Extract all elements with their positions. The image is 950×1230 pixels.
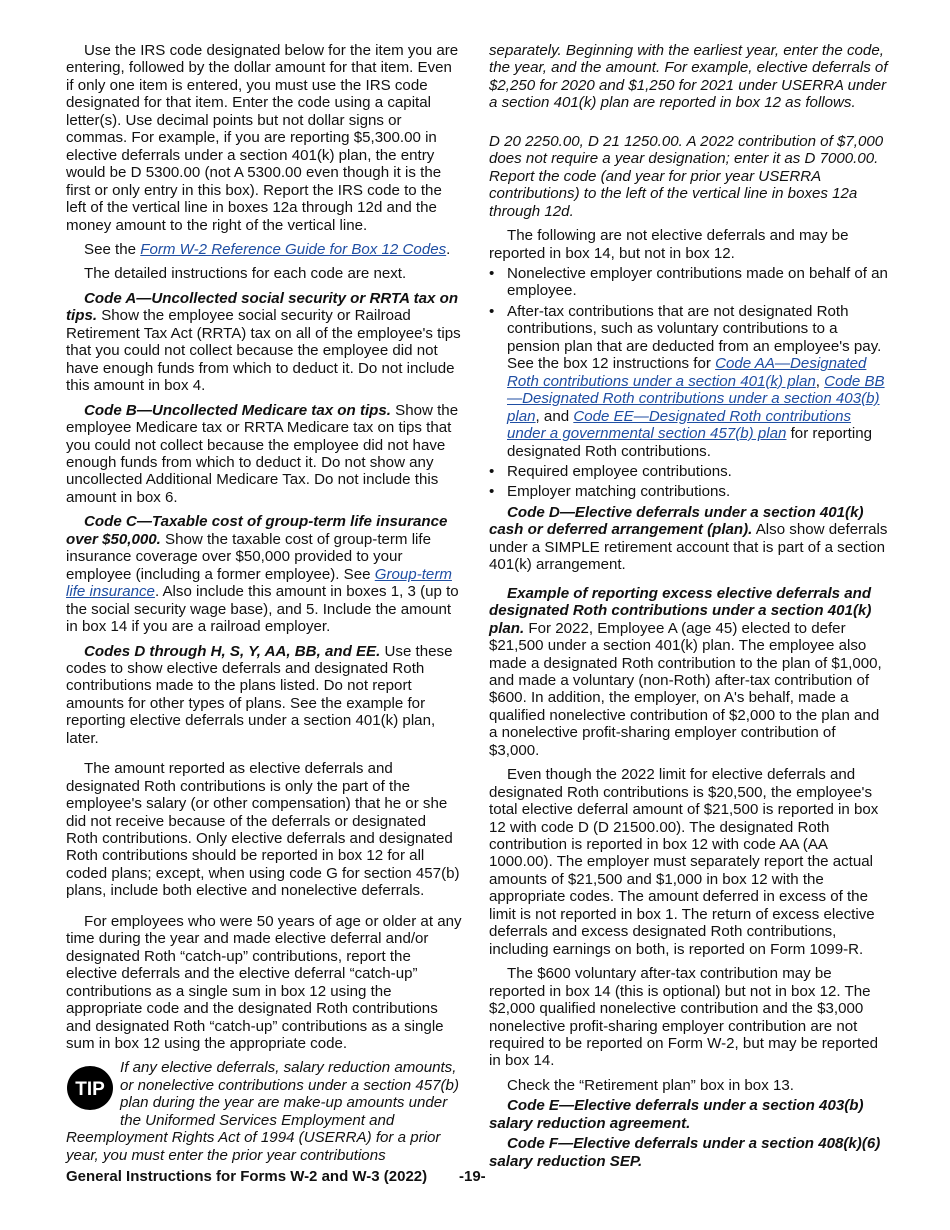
example-body: For 2022, Employee A (age 45) elected to defer $21,500 under a section 401(k) plan. The employee also made a designated Roth contribution to the plan of $1,000, and made a voluntary (non-Roth) after-tax contribution of $600. In addition, the employer, on A's behalf, made a qualified nonelective contribution of $2,000 to the plan and a nonelective profit-sharing employer contribution of $3,000.	[489, 619, 882, 759]
list-item: • Employer matching contributions.	[489, 483, 731, 501]
code-bb-link[interactable]: Code BB—Designated Roth contributions under a section 403(b) plan	[507, 372, 885, 425]
code-b-body: Show the employee Medicare tax or RRTA Medicare tax on tips that you could not collect because the employee did not have enough funds from which to deduct it. Do not show any uncollected Additional Medicare Tax. Do not include this amount in box 6.	[66, 401, 459, 506]
code-f-paragraph	[489, 1135, 889, 1170]
footer-title: General Instructions for Forms W-2 and W-3 (2022)	[66, 1168, 428, 1185]
code-c-paragraph	[66, 513, 462, 635]
code-d-heading: Code D—Elective deferrals under a section 401(k) cash or deferred arrangement (plan).	[489, 503, 864, 539]
page-number: -19-	[459, 1168, 486, 1185]
check-retirement-plan-paragraph: Check the “Retirement plan” box in box 13.	[507, 1076, 794, 1094]
code-a-heading: Code A—Uncollected social security or RRTA tax on tips.	[66, 289, 459, 325]
code-d-body: Also show deferrals under a SIMPLE retirement account that is part of a section 401(k) arrangement.	[489, 521, 888, 574]
code-c-body-1: Show the taxable cost of group-term life insurance coverage over $50,000 provided to your employee (including a former employee). See	[66, 530, 431, 583]
detailed-instructions-paragraph: The detailed instructions for each code are next.	[84, 265, 407, 283]
tip-continuation-1: separately. Beginning with the earliest year, enter the code, the year, and the amount. For example, elective deferrals of $2,250 for 2020 and $1,250 for 2021 under USERRA under a section 401(k) plan are reported in box 12 as follows.	[489, 42, 888, 112]
codes-d-through-ee-heading: Codes D through H, S, Y, AA, BB, and EE.	[84, 642, 381, 660]
code-ee-link[interactable]: Code EE—Designated Roth contributions under a governmental section 457(b) plan	[507, 407, 852, 443]
tip-continuation-2: D 20 2250.00, D 21 1250.00. A 2022 contribution of $7,000 does not require a year designation; enter it as D 7000.00. Report the code (and year for prior year USERRA contributions) to the left of the vertical line in boxes 12a through 12d.	[489, 132, 884, 220]
see-prefix: See the	[84, 240, 141, 258]
amount-reported-paragraph: The amount reported as elective deferrals and designated Roth contributions is only the part of the employee's salary (or other compensation) that he or she did not receive because of the deferrals or designated Roth contributions. Only elective deferrals and designated Roth contributions should be reported in box 12 for all coded plans; except, when using code G for section 457(b) plans, include both elective and nonelective deferrals.	[66, 760, 460, 900]
code-aa-link[interactable]: Code AA—Designated Roth contributions under a section 401(k) plan	[507, 355, 867, 390]
code-b-paragraph	[66, 402, 462, 507]
bullet-icon: •	[489, 302, 495, 320]
tip-icon	[66, 1065, 114, 1111]
right-column	[489, 42, 889, 1177]
bullet-icon: •	[489, 462, 495, 480]
code-f-heading: Code F—Elective deferrals under a section 408(k)(6) salary reduction SEP.	[489, 1135, 881, 1170]
code-e-heading: Code E—Elective deferrals under a section 403(b) salary reduction agreement.	[489, 1097, 864, 1132]
not-elective-paragraph: The following are not elective deferrals and may be reported in box 14, but not in box 12.	[489, 227, 849, 262]
code-b-heading: Code B—Uncollected Medicare tax on tips.	[84, 401, 391, 419]
code-d-paragraph	[489, 504, 889, 574]
tip-box	[66, 1059, 462, 1164]
example-paragraph	[489, 585, 889, 760]
example-heading: Example of reporting excess elective deferrals and designated Roth contributions under a section 401(k) plan.	[489, 584, 872, 637]
left-column	[66, 42, 462, 1164]
bullet-icon: •	[489, 483, 495, 501]
even-though-paragraph: Even though the 2022 limit for elective deferrals and designated Roth contributions is $20,500, the employee's total elective deferral amount of $21,500 is reported in box 12 with code D (D 21500.00). The designated Roth contribution is reported in box 12 with code AA (AA 1000.00). The employer must separately report the actual amounts of $21,500 and $1,000 in box 12 with the appropriate codes. The amount deferred in excess of the limit is not reported in box 1. The return of excess elective deferrals and excess designated Roth contributions, including earnings on both, is reported on Form 1099-R.	[489, 766, 879, 958]
voluntary-600-paragraph: The $600 voluntary after-tax contribution may be reported in box 14 (this is optional) but not in box 12. The $2,000 qualified nonelective contribution and the $3,000 nonelective profit-sharing employer contribution are not required to be reported on Form W-2, but may be reported in box 14.	[489, 965, 879, 1070]
code-e-paragraph	[489, 1097, 889, 1132]
see-suffix: .	[446, 240, 451, 258]
tip-text: If any elective deferrals, salary reduction amounts, or nonelective contributions under a section 457(b) plan during the year are make-up amounts under the Uniformed Services Employment and Reemployment Rights Act of 1994 (USERRA) for a prior year, you must enter the prior year contributions	[66, 1059, 459, 1164]
list-item: • After-tax contributions that are not designated Roth contributions, such as voluntary contributions to a pension plan that are deducted from an employee's pay. See the box 12 instructions for Code AA—Designated Roth contributions under a section 401(k) plan, Code BB—Designated Roth contributions under a section 403(b) plan, and Code EE—Designated Roth contributions under a governmental section 457(b) plan for reporting designated Roth contributions.	[489, 302, 885, 460]
list-item: • Required employee contributions.	[489, 462, 732, 480]
list-item: • Nonelective employer contributions made on behalf of an employee.	[489, 264, 888, 300]
code-c-heading: Code C—Taxable cost of group-term life insurance over $50,000.	[66, 513, 448, 548]
code-c-body-2: . Also include this amount in boxes 1, 3 (up to the social security wage base), and 5. Include the amount in box 14 if you are a railroad employer.	[66, 583, 459, 636]
code-a-body: Show the employee social security or Railroad Retirement Tax Act (RRTA) tax on all of the employee's tips that you could not collect because the employee did not have enough funds from which to deduct it. Do not include this amount in box 4.	[66, 307, 461, 395]
codes-d-through-ee-paragraph	[66, 643, 462, 748]
tip-label: TIP	[75, 1079, 105, 1101]
codes-d-through-ee-body: Use these codes to show elective deferrals and designated Roth contributions made to the plans listed. Do not report amounts for other types of plans. See the example for reporting elective deferrals under a section 401(k) plan, later.	[66, 642, 453, 747]
age-50-paragraph: For employees who were 50 years of age or older at any time during the year and made elective deferral and/or designated Roth “catch-up” contributions, report the elective deferrals and the elective deferral “catch-up” contributions as a single sum in box 12 using the appropriate code and the designated Roth contributions and designated Roth “catch-up” contributions as a single sum in box 12 using the appropriate code.	[66, 912, 462, 1053]
see-reference-paragraph	[66, 241, 462, 258]
box12-reference-guide-link[interactable]: Form W-2 Reference Guide for Box 12 Codes	[140, 240, 447, 258]
group-term-life-insurance-link[interactable]: Group-term life insurance	[66, 565, 452, 601]
bullet-icon: •	[489, 264, 495, 282]
code-a-paragraph	[66, 290, 462, 395]
intro-paragraph: Use the IRS code designated below for the item you are entering, followed by the dollar amount for that item. Even if only one item is entered, you must use the IRS code designated for that item. Enter the code using a capital letter(s). Use decimal points but not dollar signs or commas. For example, if you are reporting $5,300.00 in elective deferrals under a section 401(k) plan, the entry would be D 5300.00 (not A 5300.00 even though it is the first or only entry in this box). Report the IRS code to the left of the vertical line in boxes 12a through 12d and the money amount to the right of the vertical line.	[66, 42, 459, 234]
